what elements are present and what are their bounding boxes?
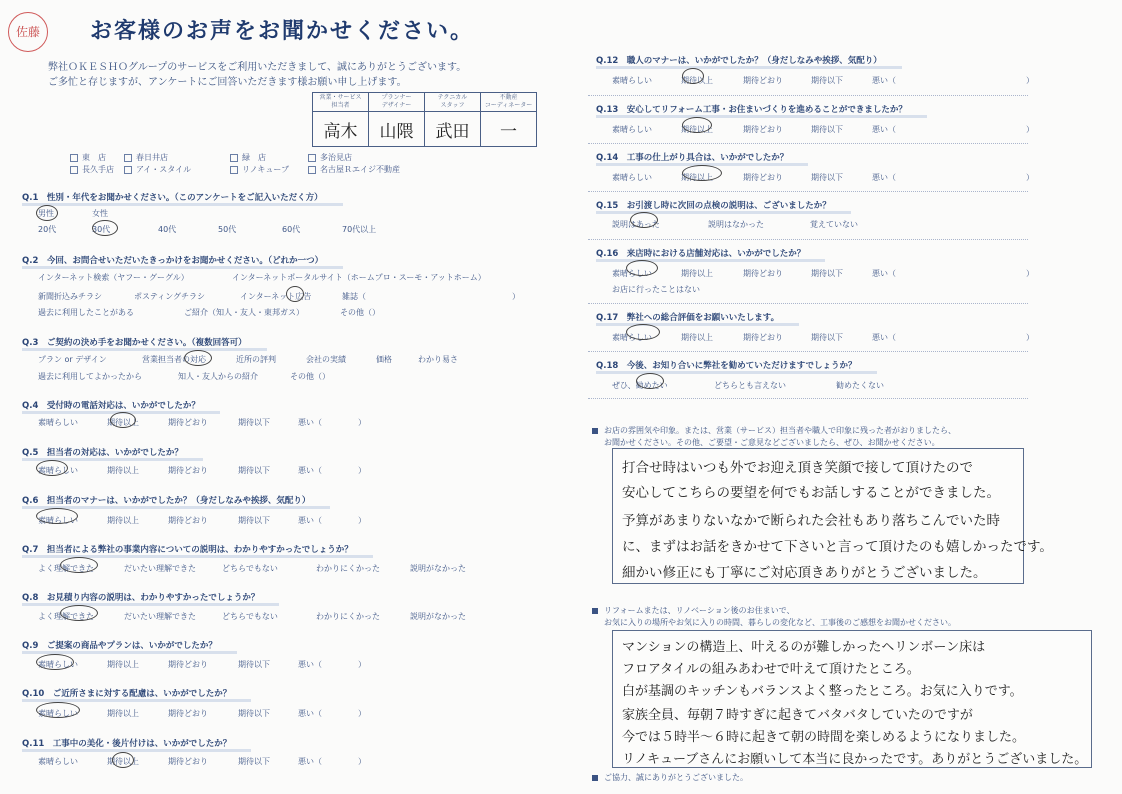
answer-option[interactable]: 期待以下 (811, 269, 843, 278)
answer-option[interactable]: 期待以下 (238, 418, 270, 427)
answer-option[interactable]: 期待以下 (238, 757, 270, 766)
store-label: 多治見店 (320, 153, 352, 162)
answer-circle (36, 654, 74, 670)
answer-option[interactable]: ） (322, 372, 330, 381)
answer-option[interactable]: ご紹介（知人・友人・東邦ガス） (184, 308, 304, 317)
answer-option[interactable]: 雑誌（ (342, 292, 366, 301)
answer-option[interactable]: 60代 (282, 225, 301, 234)
staff-table (312, 92, 537, 147)
answer-circle (636, 373, 664, 389)
question-label: Q.3 ご契約の決め手をお聞かせください。（複数回答可） (22, 338, 247, 348)
intro-line-1: 弊社ＯＫＥＳＨＯグループのサービスをご利用いただきまして、誠にありがとうございます。 (48, 62, 467, 73)
answer-option[interactable]: 期待どおり (743, 333, 783, 342)
answer-option[interactable]: ） (358, 709, 366, 718)
answer-option[interactable]: 素晴らしい (38, 757, 78, 766)
store-option[interactable] (70, 164, 114, 175)
answer-option[interactable]: その他（ (290, 372, 322, 381)
question-label: Q.14 工事の仕上がり具合は、いかがでしたか？ (596, 153, 789, 163)
answer-option[interactable]: ） (358, 418, 366, 427)
staff-name-sales: 高木 (313, 112, 369, 147)
answer-circle (92, 220, 118, 236)
question-label: Q.6 担当者のマナーは、いかがでしたか？（身だしなみや挨拶、気配り） (22, 496, 311, 506)
store-label: アイ・スタイル (136, 165, 192, 174)
question-label: Q.7 担当者による弊社の事業内容についての説明は、わかりやすかったでしょうか？ (22, 545, 353, 555)
answer-option[interactable]: 悪い（ (872, 333, 896, 342)
staff-header-planner: プランナー デザイナー (369, 93, 425, 112)
handwritten-line: 今では５時半〜６時に起きて朝の時間を楽しめるようになりました。 (622, 730, 1026, 745)
answer-option[interactable]: 期待どおり (168, 709, 208, 718)
handwritten-line: 家族全員、毎朝７時すぎに起きてバタバタしていたのですが (622, 708, 973, 723)
store-option[interactable] (124, 152, 168, 163)
answer-option[interactable]: 期待以下 (238, 466, 270, 475)
answer-option[interactable]: 男性 (38, 209, 54, 218)
question-label: Q.17 弊社への総合評価をお願いいたします。 (596, 313, 780, 323)
question-label: Q.8 お見積り内容の説明は、わかりやすかったでしょうか？ (22, 593, 260, 603)
answer-option[interactable]: インターネット検索（ヤフー・グーグル） (38, 273, 189, 282)
answer-option[interactable]: 期待以上 (107, 466, 139, 475)
question-label: Q.12 職人のマナーは、いかがでしたか？（身だしなみや挨拶、気配り） (596, 56, 882, 66)
staff-header-sales: 営業・サービス 担当者 (313, 93, 369, 112)
handwritten-line: 白が基調のキッチンもバランスよく整ったところ。お気に入りです。 (622, 684, 1023, 699)
answer-option[interactable]: 素晴らしい (612, 333, 652, 342)
answer-option[interactable]: 説明がなかった (410, 564, 466, 573)
answer-option[interactable]: 40代 (158, 225, 177, 234)
answer-option[interactable]: 知人・友人からの紹介 (178, 372, 258, 381)
answer-option[interactable]: 素晴らしい (38, 466, 78, 475)
answer-option[interactable]: ） (1026, 76, 1034, 85)
answer-option[interactable]: 悪い（ (872, 269, 896, 278)
divider (588, 95, 1028, 96)
answer-option[interactable]: よく理解できた (38, 612, 94, 621)
store-option[interactable] (308, 164, 400, 175)
answer-option[interactable]: 期待どおり (743, 76, 783, 85)
answer-circle (112, 752, 134, 768)
answer-option[interactable]: 期待以上 (107, 418, 139, 427)
answer-option[interactable]: 期待以下 (811, 333, 843, 342)
staff-name-realestate: 一 (481, 112, 537, 147)
answer-option[interactable]: 説明はあった (612, 220, 660, 229)
store-checkbox[interactable] (308, 154, 316, 162)
answer-option[interactable]: 悪い（ (298, 709, 322, 718)
answer-option[interactable]: どちらでもない (222, 564, 278, 573)
answer-circle (36, 205, 58, 221)
handwritten-line: に、まずはお話をきかせて下さいと言って頂けたのも嬉しかったです。 (622, 539, 1053, 555)
answer-option[interactable]: 近所の評判 (236, 355, 276, 364)
answer-option[interactable]: 期待どおり (168, 466, 208, 475)
store-checkbox[interactable] (70, 166, 78, 174)
question-label: Q.15 お引渡し時に次回の点検の説明は、ございましたか？ (596, 201, 831, 211)
answer-option[interactable]: ） (358, 757, 366, 766)
answer-circle (36, 460, 68, 476)
intro-line-2: ご多忙と存じますが、アンケートにご回答いただきます様お願い申し上げます。 (48, 77, 407, 88)
answer-option[interactable]: 30代 (92, 225, 111, 234)
answer-option[interactable]: 悪い（ (298, 757, 322, 766)
answer-option[interactable]: 価格 (376, 355, 392, 364)
question-label: Q.16 来店時における店舗対応は、いかがでしたか？ (596, 249, 806, 259)
answer-circle (286, 286, 304, 302)
answer-option[interactable]: 新聞折込みチラシ (38, 292, 102, 301)
comment2-prompt-2: お気に入りの場所やお気に入りの時間、暮らしの変化など、工事後のご感想をお聞かせください。 (604, 618, 956, 627)
handwritten-line: マンションの構造上、叶えるのが難しかったヘリンボーン床は (622, 640, 986, 655)
answer-option[interactable]: 期待以上 (681, 125, 713, 134)
question-label: Q.11 工事中の美化・後片付けは、いかがでしたか？ (22, 739, 232, 749)
answer-circle (626, 324, 660, 340)
answer-option[interactable]: 素晴らしい (612, 269, 652, 278)
answer-option[interactable]: プラン or デザイン (38, 355, 107, 364)
answer-option[interactable]: インターネット広告 (240, 292, 312, 301)
answer-circle (630, 212, 658, 228)
answer-option[interactable]: 期待どおり (168, 418, 208, 427)
answer-option[interactable]: ぜひ、勧めたい (612, 381, 668, 390)
answer-option[interactable]: 素晴らしい (38, 516, 78, 525)
question-label: Q.5 担当者の対応は、いかがでしたか？ (22, 448, 183, 458)
divider (588, 191, 1028, 192)
answer-option[interactable]: 素晴らしい (612, 173, 652, 182)
answer-option[interactable]: 女性 (92, 209, 108, 218)
comment1-prompt-2: お聞かせください。その他、ご要望・ご意見などございましたら、ぜひ、お聞かせください。 (604, 438, 940, 447)
question-label: Q.4 受付時の電話対応は、いかがでしたか？ (22, 401, 200, 411)
answer-option[interactable]: ） (372, 308, 380, 317)
staff-header-realestate: 不動産 コーディネーター (481, 93, 537, 112)
store-checkbox[interactable] (124, 166, 132, 174)
answer-option[interactable]: 期待以下 (811, 173, 843, 182)
answer-option[interactable]: ） (1026, 333, 1034, 342)
store-checkbox[interactable] (124, 154, 132, 162)
answer-option[interactable]: ） (1026, 125, 1034, 134)
staff-header-technical: テクニカル スタッフ (425, 93, 481, 112)
store-label: 春日井店 (136, 153, 168, 162)
answer-option[interactable]: 勧めたくない (836, 381, 884, 390)
answer-option[interactable]: 期待どおり (168, 516, 208, 525)
seal-stamp: 佐藤 (8, 12, 48, 52)
answer-option[interactable]: 会社の実績 (306, 355, 346, 364)
divider (588, 143, 1028, 144)
answer-option[interactable]: 期待どおり (168, 757, 208, 766)
store-option[interactable] (230, 164, 289, 175)
answer-option[interactable]: ） (512, 292, 520, 301)
staff-name-planner: 山隈 (369, 112, 425, 147)
answer-option[interactable]: 期待以上 (681, 173, 713, 182)
answer-option[interactable]: よく理解できた (38, 564, 94, 573)
answer-option[interactable]: 過去に利用したことがある (38, 308, 134, 317)
answer-option[interactable]: 営業担当者の対応 (142, 355, 206, 364)
answer-option[interactable]: 期待以上 (107, 709, 139, 718)
divider (588, 303, 1028, 304)
answer-option[interactable]: 素晴らしい (612, 125, 652, 134)
answer-option[interactable]: 期待どおり (743, 125, 783, 134)
answer-option[interactable]: 期待以上 (107, 757, 139, 766)
question-label: Q.13 安心してリフォーム工事・お住まいづくりを進めることができましたか？ (596, 105, 907, 115)
answer-circle (60, 605, 98, 621)
answer-option[interactable]: 期待どおり (743, 269, 783, 278)
answer-option[interactable]: 素晴らしい (38, 660, 78, 669)
answer-option[interactable]: 期待以上 (681, 76, 713, 85)
divider (588, 398, 1028, 399)
comment1-prompt-1: お店の雰囲気や印象。または、営業（サービス）担当者や職人で印象に残った者がおりましたら、 (592, 425, 956, 436)
answer-option[interactable]: わかりにくかった (316, 564, 380, 573)
answer-option[interactable]: 過去に利用してよかったから (38, 372, 142, 381)
answer-option[interactable]: ） (358, 660, 366, 669)
store-label: 長久手店 (82, 165, 114, 174)
handwritten-line: 安心してこちらの要望を何でもお話しすることができました。 (622, 485, 1000, 501)
answer-circle (682, 117, 712, 133)
store-option[interactable] (230, 152, 266, 163)
store-label: 東 店 (82, 153, 106, 162)
answer-circle (36, 508, 78, 524)
closing-text: ご協力、誠にありがとうございました。 (592, 772, 748, 783)
handwritten-line: リノキューブさんにお願いして本当に良かったです。ありがとうございました。 (622, 752, 1088, 767)
answer-option[interactable]: どちらとも言えない (714, 381, 786, 390)
answer-option[interactable]: 期待以下 (238, 516, 270, 525)
answer-option[interactable]: 期待以下 (238, 709, 270, 718)
store-checkbox[interactable] (230, 154, 238, 162)
answer-circle (682, 165, 722, 181)
divider (588, 351, 1028, 352)
answer-option[interactable]: 期待以上 (681, 269, 713, 278)
answer-option[interactable]: 悪い（ (298, 418, 322, 427)
store-label: リノキューブ (242, 165, 289, 174)
answer-circle (682, 68, 704, 84)
handwritten-line: 打合せ時はいつも外でお迎え頂き笑顔で接して頂けたので (622, 460, 973, 476)
survey-title: お客様のお声をお聞かせください。 (90, 19, 475, 44)
answer-option[interactable]: わかり易さ (418, 355, 458, 364)
answer-option[interactable]: 説明がなかった (410, 612, 466, 621)
answer-circle (110, 412, 136, 428)
answer-option[interactable]: 期待どおり (743, 173, 783, 182)
store-option[interactable] (70, 152, 106, 163)
answer-option[interactable]: 期待以上 (107, 516, 139, 525)
answer-option[interactable]: だいたい理解できた (124, 612, 196, 621)
store-checkbox[interactable] (230, 166, 238, 174)
answer-option[interactable]: ） (358, 516, 366, 525)
handwritten-line: 細かい修正にも丁寧にご対応頂きありがとうございました。 (622, 565, 987, 581)
answer-circle (184, 350, 212, 366)
staff-name-technical: 武田 (425, 112, 481, 147)
answer-option[interactable]: 期待以下 (238, 660, 270, 669)
comment2-prompt-1: リフォームまたは、リノベーション後のお住まいで、 (592, 605, 794, 616)
answer-option[interactable]: 期待以上 (681, 333, 713, 342)
store-option[interactable] (308, 152, 352, 163)
store-label: 緑 店 (242, 153, 266, 162)
answer-option[interactable]: お店に行ったことはない (612, 285, 700, 294)
store-checkbox[interactable] (70, 154, 78, 162)
answer-option[interactable]: 20代 (38, 225, 57, 234)
answer-option[interactable]: 悪い（ (298, 660, 322, 669)
answer-option[interactable]: インターネットポータルサイト（ホームプロ・スーモ・アットホーム） (232, 273, 486, 282)
answer-option[interactable]: 素晴らしい (38, 709, 78, 718)
question-label: Q.2 今回、お問合せいただいたきっかけをお聞かせください。（どれか一つ） (22, 256, 324, 266)
answer-option[interactable]: だいたい理解できた (124, 564, 196, 573)
answer-option[interactable]: 悪い（ (872, 173, 896, 182)
answer-option[interactable]: 覚えていない (810, 220, 858, 229)
answer-option[interactable]: 悪い（ (872, 76, 896, 85)
answer-circle (36, 702, 80, 718)
answer-option[interactable]: 説明はなかった (708, 220, 764, 229)
answer-option[interactable]: どちらでもない (222, 612, 278, 621)
answer-option[interactable]: 素晴らしい (38, 418, 78, 427)
answer-option[interactable]: 期待以下 (811, 76, 843, 85)
answer-option[interactable]: 悪い（ (872, 125, 896, 134)
answer-option[interactable]: 悪い（ (298, 466, 322, 475)
question-label: Q.18 今後、お知り合いに弊社を勧めていただけますでしょうか？ (596, 361, 857, 371)
store-label: 名古屋Ｒエイジ不動産 (320, 165, 400, 174)
answer-option[interactable]: ポスティングチラシ (134, 292, 206, 301)
answer-option[interactable]: 素晴らしい (612, 76, 652, 85)
answer-option[interactable]: ） (358, 466, 366, 475)
answer-option[interactable]: 期待以下 (811, 125, 843, 134)
answer-circle (60, 557, 98, 573)
answer-option[interactable]: ） (1026, 269, 1034, 278)
answer-option[interactable]: わかりにくかった (316, 612, 380, 621)
answer-option[interactable]: 70代以上 (342, 225, 377, 234)
answer-option[interactable]: 悪い（ (298, 516, 322, 525)
question-label: Q.1 性別・年代をお聞かせください。（このアンケートをご記入いただく方） (22, 193, 323, 203)
answer-option[interactable]: 期待以上 (107, 660, 139, 669)
answer-option[interactable]: 50代 (218, 225, 237, 234)
answer-option[interactable]: ） (1026, 173, 1034, 182)
store-option[interactable] (124, 164, 191, 175)
answer-option[interactable]: その他（ (340, 308, 372, 317)
store-checkbox[interactable] (308, 166, 316, 174)
handwritten-line: フロアタイルの組みあわせで叶えて頂けたところ。 (622, 662, 920, 677)
answer-circle (626, 260, 658, 276)
question-label: Q.10 ご近所さまに対する配慮は、いかがでしたか？ (22, 689, 232, 699)
question-label: Q.9 ご提案の商品やプランは、いかがでしたか？ (22, 641, 217, 651)
divider (588, 239, 1028, 240)
handwritten-line: 予算があまりないなかで断られた会社もあり落ちこんでいた時 (622, 513, 1000, 529)
answer-option[interactable]: 期待どおり (168, 660, 208, 669)
